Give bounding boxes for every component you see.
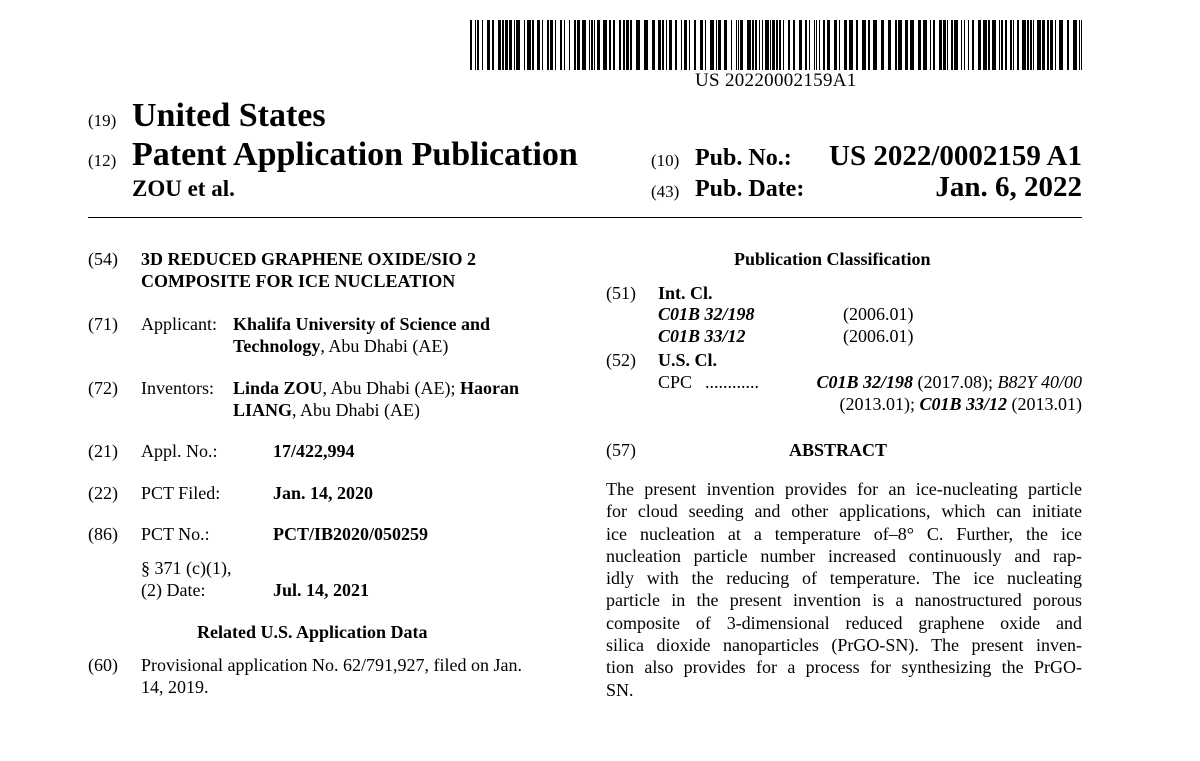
cpc-dots: ............ bbox=[705, 372, 759, 392]
abstract-line: tion also provides for a process for synthesizing the PrGO- bbox=[606, 657, 1082, 678]
abstract-line: nucleation particle number increased continuously and rap- bbox=[606, 545, 1082, 566]
applicant-name-line1: Khalifa University of Science and bbox=[233, 314, 490, 334]
inventor2-name-part1: Haoran bbox=[460, 378, 520, 398]
inventors-label: Inventors: bbox=[141, 378, 214, 398]
abstract-line: The present invention provides for an ice-nucleating particle bbox=[606, 479, 1082, 499]
inventor1-location: , Abu Dhabi (AE); bbox=[322, 378, 461, 398]
abstract-heading: ABSTRACT bbox=[789, 440, 888, 460]
applicant-label: Applicant: bbox=[141, 314, 217, 334]
code-12: (12) bbox=[88, 151, 117, 170]
pub-date: Jan. 6, 2022 bbox=[935, 171, 1082, 203]
s371-date: Jul. 14, 2021 bbox=[273, 580, 370, 600]
country-title: United States bbox=[132, 97, 326, 134]
pct-no-label: PCT No.: bbox=[141, 524, 210, 544]
int-cl-year-1: (2006.01) bbox=[843, 304, 914, 324]
abstract-line: ice nucleation at a temperature of–8° C. Further, the ice bbox=[606, 523, 1082, 544]
code-19: (19) bbox=[88, 111, 117, 130]
int-cl-code-2: C01B 33/12 bbox=[658, 326, 746, 346]
cpc-year-2: (2013.01); bbox=[839, 394, 920, 414]
pub-no-label: Pub. No.: bbox=[695, 145, 792, 171]
inventor-short: ZOU et al. bbox=[132, 176, 235, 201]
applicant-name-line2: Technology bbox=[233, 336, 321, 356]
inventor2-location: , Abu Dhabi (AE) bbox=[292, 400, 420, 420]
invention-title-line2: COMPOSITE FOR ICE NUCLEATION bbox=[141, 271, 456, 291]
code-21: (21) bbox=[88, 441, 118, 461]
int-cl-code-1: C01B 32/198 bbox=[658, 304, 755, 324]
related-data-heading: Related U.S. Application Data bbox=[197, 622, 428, 642]
code-86: (86) bbox=[88, 524, 118, 544]
abstract-text bbox=[606, 478, 1082, 701]
code-60: (60) bbox=[88, 655, 118, 675]
abstract-line: idly with the reducing of temperature. The ice nucleating bbox=[606, 568, 1082, 589]
provisional-line1: Provisional application No. 62/791,927, filed on Jan. bbox=[141, 655, 522, 675]
code-54: (54) bbox=[88, 249, 118, 269]
pub-date-label: Pub. Date: bbox=[695, 176, 805, 202]
abstract-line: for cloud seeding and other applications, which can initiate bbox=[606, 501, 1082, 522]
inventors-line2 bbox=[233, 400, 420, 421]
applicant-line2 bbox=[233, 336, 448, 357]
us-cl-label: U.S. Cl. bbox=[658, 350, 718, 370]
pub-class-heading: Publication Classification bbox=[734, 249, 931, 269]
header-divider bbox=[88, 217, 1082, 218]
pct-filed-label: PCT Filed: bbox=[141, 483, 221, 503]
abstract-line: SN. bbox=[606, 679, 634, 700]
applicant-location: , Abu Dhabi (AE) bbox=[320, 336, 449, 356]
code-51: (51) bbox=[606, 283, 636, 303]
abstract-line: silica dioxide nanoparticles (PrGO-SN). The present inven- bbox=[606, 635, 1082, 656]
cpc-code-1: C01B 32/198 bbox=[816, 372, 913, 392]
int-cl-year-2: (2006.01) bbox=[843, 326, 914, 346]
cpc-line2 bbox=[839, 394, 1082, 415]
invention-title-line1: 3D REDUCED GRAPHENE OXIDE/SIO 2 bbox=[141, 249, 477, 269]
barcode-number: US 20220002159A1 bbox=[695, 70, 857, 91]
cpc-year-1: (2017.08); bbox=[912, 372, 998, 392]
cpc-line1 bbox=[816, 372, 1082, 393]
abstract-line: composite of 3-dimensional reduced graphene oxide and bbox=[606, 612, 1082, 633]
pct-no: PCT/IB2020/050259 bbox=[273, 524, 429, 544]
code-72: (72) bbox=[88, 378, 118, 398]
code-22: (22) bbox=[88, 483, 118, 503]
s371-date-label: (2) Date: bbox=[141, 580, 206, 600]
code-52: (52) bbox=[606, 350, 636, 370]
cpc-year-3: (2013.01) bbox=[1007, 394, 1082, 414]
inventor2-name-part2: LIANG bbox=[233, 400, 293, 420]
abstract-line: particle in the present invention is a nanostructured porous bbox=[606, 590, 1082, 611]
pct-filed-date: Jan. 14, 2020 bbox=[273, 483, 374, 503]
document-type-title: Patent Application Publication bbox=[132, 136, 578, 173]
cpc-label: CPC bbox=[658, 372, 693, 392]
provisional-line2: 14, 2019. bbox=[141, 677, 209, 697]
inventors-line1 bbox=[233, 378, 519, 399]
int-cl-label: Int. Cl. bbox=[658, 283, 713, 303]
code-71: (71) bbox=[88, 314, 118, 334]
cpc-code-3: C01B 33/12 bbox=[919, 394, 1007, 414]
cpc-code-2: B82Y 40/00 bbox=[997, 372, 1082, 392]
code-43: (43) bbox=[651, 182, 680, 201]
appl-no: 17/422,994 bbox=[273, 441, 355, 461]
inventor1-name: Linda ZOU bbox=[233, 378, 323, 398]
s371-line1: § 371 (c)(1), bbox=[141, 558, 232, 578]
appl-no-label: Appl. No.: bbox=[141, 441, 218, 461]
barcode bbox=[470, 20, 1082, 70]
code-57: (57) bbox=[606, 440, 636, 460]
pub-no: US 2022/0002159 A1 bbox=[829, 140, 1082, 172]
code-10: (10) bbox=[651, 151, 680, 170]
